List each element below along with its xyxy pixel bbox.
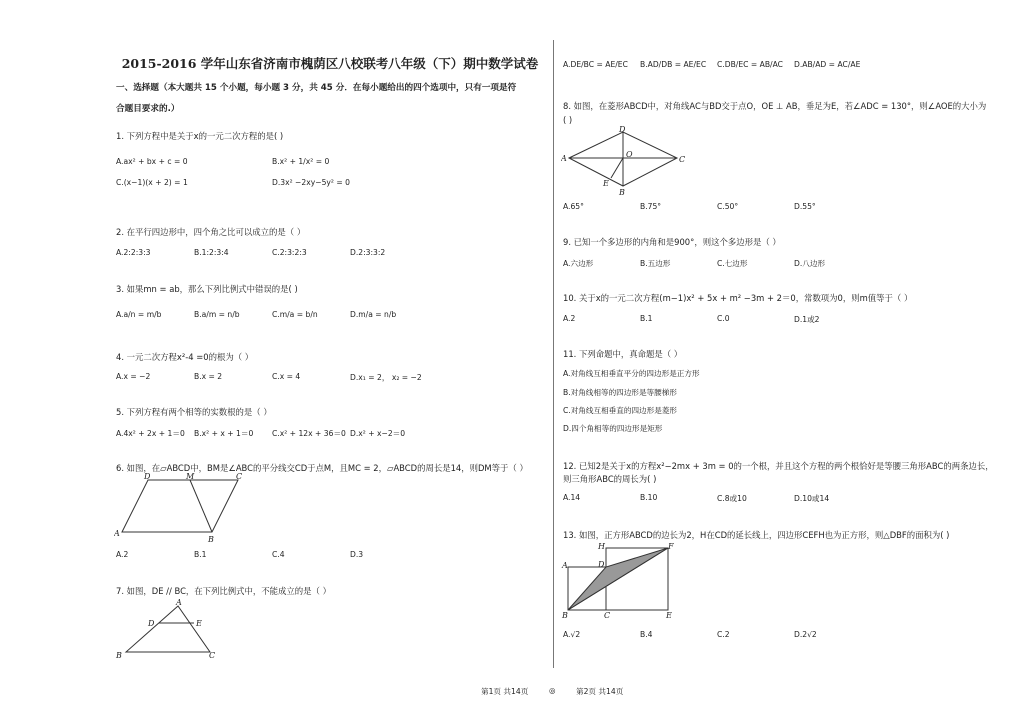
q8-option-b[interactable]: B.75° xyxy=(640,202,662,211)
q13-option-b[interactable]: B.4 xyxy=(640,630,653,639)
q6-stem: 6. 如图，在▱ABCD中，BM是∠ABC的平分线交CD于点M，且MC = 2，▱ABCD的周长是14，则DM等于（ ） xyxy=(116,463,528,473)
section-heading-line1: 一、选择题（本大题共 15 个小题，每小题 3 分，共 45 分．在每小题给出的四个选项中，只有一项是符 xyxy=(116,83,517,93)
q6-option-a[interactable]: A.2 xyxy=(116,550,129,559)
fig13-label-e: E xyxy=(666,611,672,620)
q11-option-c[interactable]: C.对角线互相垂直的四边形是菱形 xyxy=(563,406,678,415)
fig13-label-b: B xyxy=(562,611,568,620)
q7-stem: 7. 如图，DE // BC，在下列比例式中，不能成立的是（ ） xyxy=(116,586,331,596)
q6-option-b[interactable]: B.1 xyxy=(194,550,207,559)
q12-option-b[interactable]: B.10 xyxy=(640,493,658,502)
q12-option-d[interactable]: D.10或14 xyxy=(794,494,830,503)
fig8-label-b: B xyxy=(619,188,625,196)
q5-option-d[interactable]: D.x² + x−2＝0 xyxy=(350,429,406,438)
q11-option-d[interactable]: D.四个角相等的四边形是矩形 xyxy=(563,424,663,433)
q8-option-d[interactable]: D.55° xyxy=(794,202,816,211)
q1-option-d[interactable]: D.3x² −2xy−5y² = 0 xyxy=(272,178,350,187)
fig6-label-d: D xyxy=(144,472,151,481)
q10-stem: 10. 关于x的一元二次方程(m−1)x² + 5x + m² −3m + 2＝0，常数项为0，则m值等于（ ） xyxy=(563,293,913,303)
fig13-label-a: A xyxy=(562,561,568,570)
q9-stem: 9. 已知一个多边形的内角和是900°，则这个多边形是（ ） xyxy=(563,237,781,247)
q4-stem: 4. 一元二次方程x²-4 =0的根为（ ） xyxy=(116,352,254,362)
q10-option-c[interactable]: C.0 xyxy=(717,314,730,323)
q5-option-b[interactable]: B.x² + x + 1＝0 xyxy=(194,429,254,438)
fig7-label-a: A xyxy=(176,598,182,607)
fig7-label-b: B xyxy=(116,651,122,660)
q9-option-b[interactable]: B.五边形 xyxy=(640,259,671,268)
q6-option-d[interactable]: D.3 xyxy=(350,550,364,559)
q11-option-a[interactable]: A.对角线互相垂直平分的四边形是正方形 xyxy=(563,369,700,378)
section-heading-line2: 合题目要求的.） xyxy=(116,104,180,114)
q1-option-b[interactable]: B.x² + 1/x² = 0 xyxy=(272,157,330,166)
footer-page-right: 第2页 共14页 xyxy=(576,687,624,696)
q4-option-c[interactable]: C.x = 4 xyxy=(272,372,301,381)
rhombus-figure xyxy=(561,124,691,196)
q9-option-c[interactable]: C.七边形 xyxy=(717,259,748,268)
q2-option-a[interactable]: A.2:2:3:3 xyxy=(116,248,151,257)
q1-option-c[interactable]: C.(x−1)(x + 2) = 1 xyxy=(116,178,188,187)
q1-stem: 1. 下列方程中是关于x的一元二次方程的是( ) xyxy=(116,131,284,141)
q9-option-d[interactable]: D.八边形 xyxy=(794,259,826,268)
q4-option-a[interactable]: A.x = −2 xyxy=(116,372,151,381)
footer-page-left: 第1页 共14页 xyxy=(481,687,529,696)
squares-figure xyxy=(560,540,685,620)
fig13-label-h: H xyxy=(598,542,605,551)
page-title: 2015-2016 学年山东省济南市槐荫区八校联考八年级（下）期中数学试卷 xyxy=(121,56,539,71)
section-heading xyxy=(116,78,516,120)
fig13-label-c: C xyxy=(604,611,611,620)
q5-option-c[interactable]: C.x² + 12x + 36＝0 xyxy=(272,429,346,438)
q7-option-a[interactable]: A.DE/BC = AE/EC xyxy=(563,60,628,69)
q2-option-b[interactable]: B.1:2:3:4 xyxy=(194,248,229,257)
q13-option-d[interactable]: D.2√2 xyxy=(794,630,817,639)
q3-stem: 3. 如果mn = ab，那么下列比例式中错误的是( ) xyxy=(116,284,298,294)
footer-separator-icon: ◎ xyxy=(549,686,556,695)
fig6-label-b: B xyxy=(208,535,214,544)
q8-stem-line2: ( ) xyxy=(563,115,573,125)
q2-option-d[interactable]: D.2:3:3:2 xyxy=(350,248,386,257)
fig13-label-f: F xyxy=(668,542,674,551)
q12-option-a[interactable]: A.14 xyxy=(563,493,581,502)
q5-stem: 5. 下列方程有两个相等的实数根的是（ ） xyxy=(116,407,272,417)
q10-option-b[interactable]: B.1 xyxy=(640,314,653,323)
q8-stem: 8. 如图，在菱形ABCD中，对角线AC与BD交于点O，OE ⊥ AB，垂足为E，若∠ADC = 130°，则∠AOE的大小为 xyxy=(563,101,987,111)
fig13-label-d: D xyxy=(598,560,605,569)
q11-stem: 11. 下列命题中，真命题是（ ） xyxy=(563,349,683,359)
q7-option-c[interactable]: C.DB/EC = AB/AC xyxy=(717,60,783,69)
q4-option-b[interactable]: B.x = 2 xyxy=(194,372,223,381)
q13-option-a[interactable]: A.√2 xyxy=(563,630,581,639)
fig8-label-e: E xyxy=(603,179,609,188)
fig6-label-a: A xyxy=(114,529,120,538)
fig6-label-c: C xyxy=(236,472,243,481)
q3-option-b[interactable]: B.a/m = n/b xyxy=(194,310,240,319)
q2-stem: 2. 在平行四边形中，四个角之比可以成立的是（ ） xyxy=(116,227,306,237)
q12-stem: 12. 已知2是关于x的方程x²−2mx + 3m = 0的一个根，并且这个方程的两个根恰好是等腰三角形ABC的两条边长， xyxy=(563,461,994,471)
q5-option-a[interactable]: A.4x² + 2x + 1＝0 xyxy=(116,429,185,438)
fig7-label-d: D xyxy=(148,619,155,628)
q7-option-b[interactable]: B.AD/DB = AE/EC xyxy=(640,60,707,69)
q12-option-c[interactable]: C.8或10 xyxy=(717,494,747,503)
q11-option-b[interactable]: B.对角线相等的四边形是等腰梯形 xyxy=(563,388,677,397)
fig6-label-m: M xyxy=(186,472,195,481)
triangle-figure xyxy=(114,598,224,662)
fig8-label-a: A xyxy=(561,154,567,163)
q10-option-d[interactable]: D.1或2 xyxy=(794,315,820,324)
q2-option-c[interactable]: C.2:3:2:3 xyxy=(272,248,307,257)
column-divider xyxy=(553,40,554,668)
q13-option-c[interactable]: C.2 xyxy=(717,630,730,639)
q13-stem: 13. 如图，正方形ABCD的边长为2，H在CD的延长线上，四边形CEFH也为正方形，则△DBF的面积为( ) xyxy=(563,530,950,540)
parallelogram-figure xyxy=(114,472,254,544)
fig8-label-d: D xyxy=(619,125,626,134)
q3-option-c[interactable]: C.m/a = b/n xyxy=(272,310,318,319)
q1-option-a[interactable]: A.ax² + bx + c = 0 xyxy=(116,157,188,166)
q8-option-c[interactable]: C.50° xyxy=(717,202,739,211)
q12-stem-line2: 则三角形ABC的周长为( ) xyxy=(563,474,657,484)
fig7-label-e: E xyxy=(196,619,202,628)
q4-option-d[interactable]: D.x₁ = 2， x₂ = −2 xyxy=(350,373,422,382)
q3-option-d[interactable]: D.m/a = n/b xyxy=(350,310,397,319)
q10-option-a[interactable]: A.2 xyxy=(563,314,576,323)
q8-option-a[interactable]: A.65° xyxy=(563,202,584,211)
fig8-label-o: O xyxy=(626,150,633,159)
q6-option-c[interactable]: C.4 xyxy=(272,550,285,559)
fig7-label-c: C xyxy=(209,651,216,660)
fig8-label-c: C xyxy=(679,155,686,164)
q3-option-a[interactable]: A.a/n = m/b xyxy=(116,310,162,319)
q7-option-d[interactable]: D.AB/AD = AC/AE xyxy=(794,60,861,69)
q9-option-a[interactable]: A.六边形 xyxy=(563,259,594,268)
